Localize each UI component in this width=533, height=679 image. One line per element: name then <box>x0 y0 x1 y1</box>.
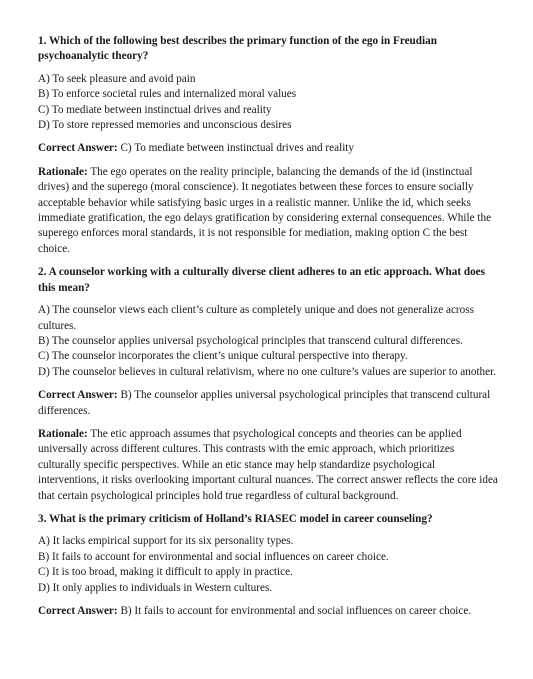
option-b: B) To enforce societal rules and internalized moral values <box>38 88 297 101</box>
option-list <box>38 303 498 380</box>
option-d: D) It only applies to individuals in Western cultures. <box>38 581 273 594</box>
option-a: A) It lacks empirical support for its six personality types. <box>38 535 294 548</box>
option-a: A) To seek pleasure and avoid pain <box>38 72 196 85</box>
question-3 <box>38 512 498 619</box>
rationale <box>38 427 498 504</box>
rationale-text: The ego operates on the reality principle, balancing the demands of the id (instinctual drives) and the superego (moral conscience). It negotiates between these forces to ensure socially acceptable behavior while satisfying basic urges in a realistic manner. Unlike the id, which seeks immediate gratification, the ego delays gratification by considering external consequences. While the superego enforces moral standards, it is not responsible for mediation, making option C the best choice. <box>38 165 492 255</box>
correct-answer-text: B) The counselor applies universal psychological principles that transcend cultural differences. <box>38 389 491 417</box>
question-title: 3. What is the primary criticism of Holland’s RIASEC model in career counseling? <box>38 512 433 525</box>
correct-answer-label: Correct Answer: <box>38 605 118 617</box>
option-d: D) To store repressed memories and unconscious desires <box>38 119 292 132</box>
option-c: C) The counselor incorporates the client’s unique cultural perspective into therapy. <box>38 350 408 363</box>
question-2 <box>38 265 498 504</box>
rationale-label: Rationale: <box>38 165 88 178</box>
correct-answer-label: Correct Answer: <box>38 389 118 402</box>
correct-answer <box>38 388 498 419</box>
option-a: A) The counselor views each client’s culture as completely unique and does not generalize across cultures. <box>38 304 474 332</box>
correct-answer-text: C) To mediate between instinctual drives and reality <box>120 142 355 155</box>
option-c: C) To mediate between instinctual drives and reality <box>38 103 272 116</box>
option-list <box>38 72 498 134</box>
option-c: C) It is too broad, making it difficult to apply in practice. <box>38 566 293 579</box>
correct-answer <box>38 604 498 619</box>
option-b: B) The counselor applies universal psychological principles that transcend cultural differences. <box>38 334 463 347</box>
option-d: D) The counselor believes in cultural relativism, where no one culture’s values are superior to another. <box>38 365 497 378</box>
document-body <box>38 34 498 627</box>
option-b: B) It fails to account for environmental and social influences on career choice. <box>38 550 389 563</box>
correct-answer-label: Correct Answer: <box>38 142 118 155</box>
option-list <box>38 534 498 596</box>
rationale <box>38 165 498 257</box>
question-title: 2. A counselor working with a culturally diverse client adheres to an etic approach. What does this mean? <box>38 266 485 294</box>
correct-answer-text: B) It fails to account for environmental and social influences on career choice. <box>120 605 472 617</box>
rationale-text: The etic approach assumes that psychological concepts and theories can be applied universally across different cultures. This contrasts with the emic approach, which prioritizes culturally specific perspectives. While an etic stance may help standardize psychological interventions, it risks overlooking important cultural nuances. The correct answer reflects the core idea that certain psychological principles hold true regardless of cultural background. <box>38 427 498 502</box>
correct-answer <box>38 141 498 156</box>
question-1 <box>38 34 498 257</box>
rationale-label: Rationale: <box>38 427 88 440</box>
question-title: 1. Which of the following best describes the primary function of the ego in Freudian psychoanalytic theory? <box>38 35 437 63</box>
